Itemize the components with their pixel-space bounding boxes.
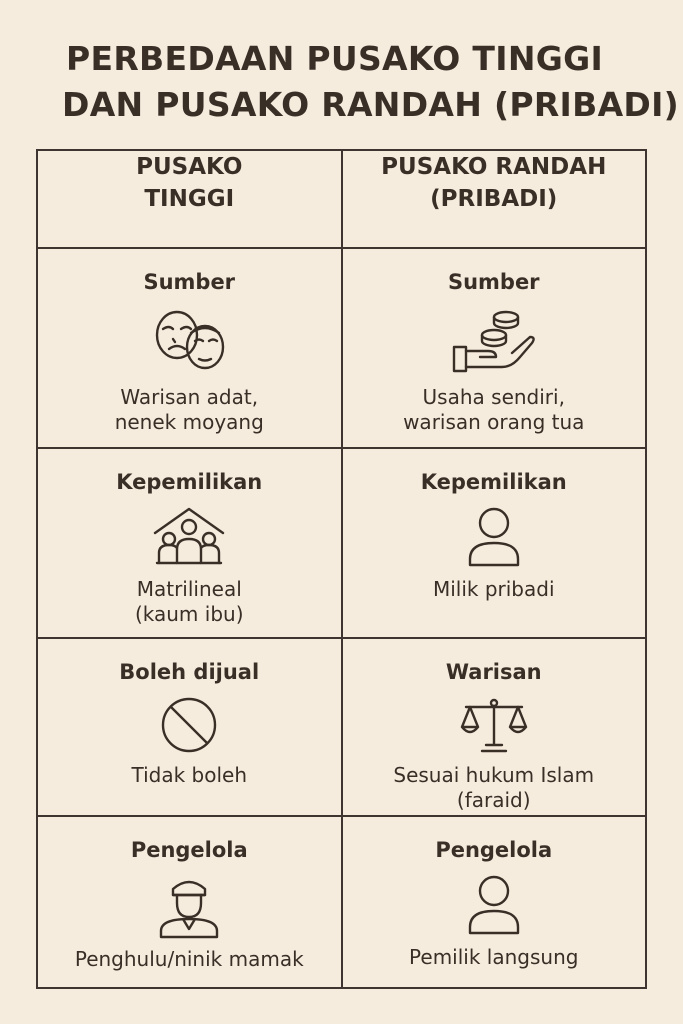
cell-description: Sesuai hukum Islam (faraid) xyxy=(393,763,595,812)
cell-label: Pengelola xyxy=(130,838,248,862)
title-line-2: DAN PUSAKO RANDAH (PRIBADI) xyxy=(62,85,680,124)
cell-label: Sumber xyxy=(447,270,540,294)
table-row xyxy=(37,248,646,448)
cell-pengelola-tinggi xyxy=(37,816,342,988)
title-line-1: PERBEDAAN PUSAKO TINGGI xyxy=(66,39,604,78)
cell-label: Sumber xyxy=(143,270,236,294)
cell-description: Usaha sendiri, warisan orang tua xyxy=(403,385,585,434)
scales-icon xyxy=(460,695,528,755)
column-header-left-text: PUSAKO TINGGI xyxy=(136,154,243,212)
cell-warisan xyxy=(342,638,647,816)
table-row xyxy=(37,448,646,638)
header-row xyxy=(37,150,646,248)
cell-description: Tidak boleh xyxy=(131,763,248,787)
cell-boleh-dijual xyxy=(37,638,342,816)
table-row xyxy=(37,816,646,988)
elders-faces-icon xyxy=(147,305,231,377)
cell-description: Warisan adat, nenek moyang xyxy=(114,385,264,434)
cell-label: Boleh dijual xyxy=(119,660,260,684)
family-house-icon xyxy=(149,505,229,569)
cell-label: Kepemilikan xyxy=(116,470,263,494)
column-header-pusako-randah xyxy=(342,150,647,248)
column-header-right-text: PUSAKO RANDAH (PRIBADI) xyxy=(381,154,607,212)
cell-description: Pemilik langsung xyxy=(409,945,579,969)
person-icon xyxy=(462,505,526,569)
cell-kepemilikan-tinggi xyxy=(37,448,342,638)
cell-label: Warisan xyxy=(445,660,542,684)
cell-kepemilikan-randah xyxy=(342,448,647,638)
cell-sumber-tinggi xyxy=(37,248,342,448)
hand-coins-icon xyxy=(448,305,540,377)
chief-with-hat-icon xyxy=(157,873,221,939)
cell-description: Matrilineal (kaum ibu) xyxy=(134,577,244,626)
person-icon xyxy=(462,873,526,937)
cell-description: Penghulu/ninik mamak xyxy=(74,947,304,971)
cell-pengelola-randah xyxy=(342,816,647,988)
prohibited-icon xyxy=(159,695,219,755)
cell-label: Pengelola xyxy=(435,838,553,862)
cell-description: Milik pribadi xyxy=(432,577,555,601)
page-title xyxy=(40,36,680,128)
comparison-table xyxy=(36,149,647,989)
table-row xyxy=(37,638,646,816)
cell-sumber-randah xyxy=(342,248,647,448)
column-header-pusako-tinggi xyxy=(37,150,342,248)
cell-label: Kepemilikan xyxy=(420,470,567,494)
